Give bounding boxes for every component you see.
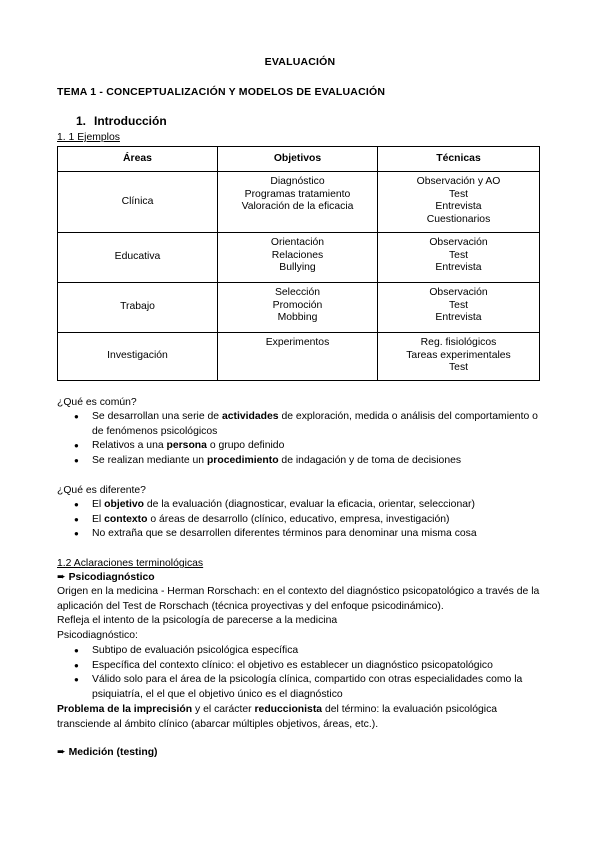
area-cell: Trabajo (58, 283, 218, 333)
list-item: ● Relativos a una persona o grupo definido (57, 439, 547, 454)
list-item: ● Se desarrollan una serie de actividades de exploración, medida o análisis del comportamiento o de fenómenos psicológicos (57, 410, 547, 439)
objetivo-item: Mobbing (277, 312, 318, 324)
list-item: ● El contexto o áreas de desarrollo (clínico, educativo, empresa, investigación) (57, 513, 547, 528)
objetivo-item: Programas tratamiento (244, 188, 351, 200)
tecnica-item: Reg. fisiológicos (420, 337, 497, 348)
psico-list (57, 644, 547, 702)
section-number: 1. (76, 114, 87, 128)
objetivo-item: Bullying (279, 262, 316, 274)
list-item: ● No extraña que se desarrollen diferentes términos para denominar una misma cosa (57, 527, 547, 542)
tema-heading: TEMA 1 - CONCEPTUALIZACIÓN Y MODELOS DE EVALUACIÓN (57, 86, 386, 98)
diferente-question: ¿Qué es diferente? (57, 485, 146, 496)
tecnica-item: Test (448, 299, 469, 311)
tecnica-item: Tareas experimentales (406, 349, 511, 361)
area-cell: Educativa (58, 233, 218, 283)
objetivos-cell (218, 333, 378, 381)
subsection-aclaraciones: 1.2 Aclaraciones terminológicas (57, 558, 204, 569)
tecnica-item: Test (448, 188, 469, 200)
tecnica-item: Test (448, 249, 469, 261)
list-item: ● El objetivo de la evaluación (diagnosticar, evaluar la eficacia, orientar, seleccionar) (57, 498, 547, 513)
list-item: ● Específica del contexto clínico: el objetivo es establecer un diagnóstico psicopatológico (57, 659, 547, 674)
area-cell: Clínica (58, 172, 218, 233)
header-areas: Áreas (58, 147, 218, 172)
tecnica-item: Test (448, 362, 469, 374)
objetivo-item: Diagnóstico (270, 176, 325, 187)
psico-reflects: Refleja el intento de la psicología de parecerse a la medicina (57, 615, 338, 626)
objetivo-item: Valoración de la eficacia (241, 201, 354, 213)
comun-list (57, 410, 547, 468)
tecnica-item: Observación y AO (416, 176, 501, 187)
table-header-row (58, 147, 540, 172)
objetivos-cell (218, 283, 378, 333)
psico-heading: ➨ Psicodiagnóstico (57, 572, 155, 583)
list-item: ● Se realizan mediante un procedimiento de indagación y de toma de decisiones (57, 454, 547, 469)
tecnicas-cell (378, 233, 540, 283)
tecnica-item: Observación (429, 287, 488, 298)
tecnicas-cell (378, 172, 540, 233)
psico-label: Psicodiagnóstico: (57, 630, 138, 641)
comun-question: ¿Qué es común? (57, 397, 137, 408)
tecnica-item: Entrevista (435, 312, 482, 324)
table-row (58, 283, 540, 333)
subsection-ejemplos: 1. 1 Ejemplos (57, 132, 120, 143)
objetivo-item: Orientación (270, 237, 325, 248)
objetivo-item: Selección (274, 287, 321, 298)
tecnicas-cell (378, 283, 540, 333)
psico-origin: Origen en la medicina - Herman Rorschach: en el contexto del diagnóstico psicopatológico a través de la aplicación del Test de Rorschach (técnica proyectivas y del enfoque psicodinámico). (57, 586, 540, 612)
objetivo-item: Promoción (272, 299, 323, 311)
tecnica-item: Cuestionarios (426, 213, 491, 225)
header-tecnicas: Técnicas (378, 147, 540, 172)
arrow-icon: ➨ (57, 572, 66, 583)
table-row (58, 172, 540, 233)
tecnicas-cell (378, 333, 540, 381)
tecnica-item: Observación (429, 237, 488, 248)
section-heading (76, 114, 167, 128)
tecnica-item: Entrevista (435, 262, 482, 274)
arrow-icon: ➨ (57, 747, 66, 758)
objetivo-item: Experimentos (265, 337, 330, 348)
tecnica-item: Entrevista (435, 201, 482, 213)
medicion-heading: ➨ Medición (testing) (57, 747, 158, 758)
objetivo-item: Relaciones (271, 249, 324, 261)
table-row (58, 333, 540, 381)
section-title: Introducción (94, 114, 167, 128)
psico-problem: Problema de la imprecisión y el carácter reduccionista del término: la evaluación psicológica transciende al ámbito clínico (abarcar múltiples objetivos, áreas, etc.). (57, 704, 498, 730)
table-row (58, 233, 540, 283)
objetivos-cell (218, 233, 378, 283)
document-title: EVALUACIÓN (264, 56, 336, 68)
area-cell: Investigación (58, 333, 218, 381)
objetivos-cell (218, 172, 378, 233)
list-item: ● Válido solo para el área de la psicología clínica, compartido con otras especialidades como la psiquiatría, el el que el objetivo único es el diagnóstico (57, 673, 547, 702)
diferente-list (57, 498, 547, 542)
list-item: ● Subtipo de evaluación psicológica específica (57, 644, 547, 659)
examples-table (57, 146, 540, 381)
header-objetivos: Objetivos (218, 147, 378, 172)
